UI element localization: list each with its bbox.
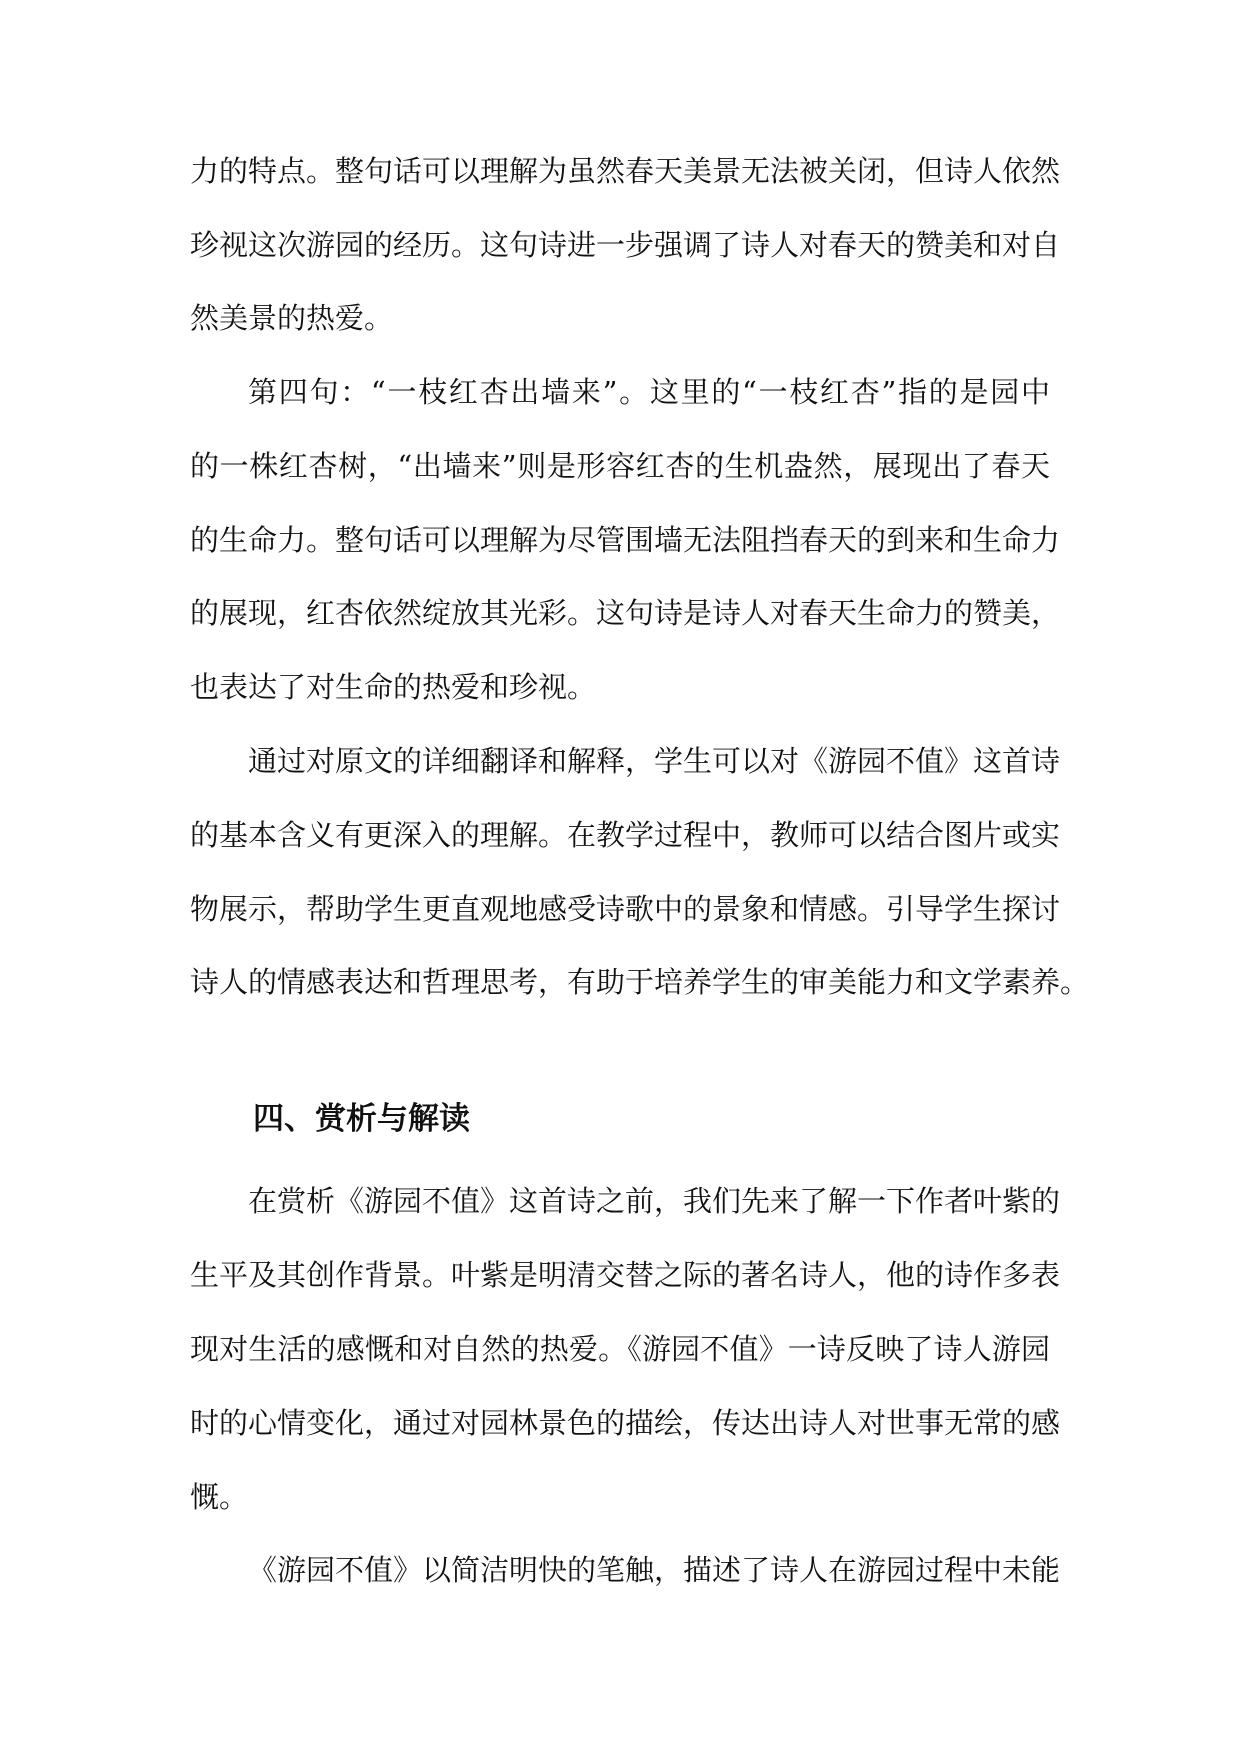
text-line: 慨。 [190, 1480, 249, 1514]
text-line: 的基本含义有更深入的理解。在教学过程中，教师可以结合图片或实 [190, 818, 1061, 852]
text-line: 力的特点。整句话可以理解为虽然春天美景无法被关闭，但诗人依然 [190, 154, 1061, 188]
text-line: 在赏析《游园不值》这首诗之前，我们先来了解一下作者叶紫的 [248, 1184, 1061, 1218]
text-line: 也表达了对生命的热爱和珍视。 [190, 670, 597, 704]
text-line: 的生命力。整句话可以理解为尽管围墙无法阻挡春天的到来和生命力 [190, 523, 1061, 557]
text-line: 生平及其创作背景。叶紫是明清交替之际的著名诗人，他的诗作多表 [190, 1258, 1061, 1292]
text-line: 第四句：“一枝红杏出墙来”。这里的“一枝红杏”指的是园中 [248, 375, 1050, 409]
text-line: 时的心情变化，通过对园林景色的描绘，传达出诗人对世事无常的感 [190, 1406, 1061, 1440]
text-line: 诗人的情感表达和哲理思考，有助于培养学生的审美能力和文学素养。 [190, 965, 1090, 999]
text-line: 的一株红杏树，“出墙来”则是形容红杏的生机盎然，展现出了春天 [190, 449, 1050, 483]
text-line: 的展现，红杏依然绽放其光彩。这句诗是诗人对春天生命力的赞美， [190, 596, 1061, 630]
text-line: 珍视这次游园的经历。这句诗进一步强调了诗人对春天的赞美和对自 [190, 228, 1061, 262]
text-line: 通过对原文的详细翻译和解释，学生可以对《游园不值》这首诗 [248, 744, 1061, 778]
text-line: 《游园不值》以简洁明快的笔触，描述了诗人在游园过程中未能 [248, 1553, 1061, 1587]
section-heading: 四、赏析与解读 [253, 1101, 470, 1137]
text-line: 物展示，帮助学生更直观地感受诗歌中的景象和情感。引导学生探讨 [190, 892, 1061, 926]
text-line: 现对生活的感慨和对自然的热爱。《游园不值》一诗反映了诗人游园 [190, 1332, 1050, 1366]
text-line: 然美景的热爱。 [190, 301, 394, 335]
